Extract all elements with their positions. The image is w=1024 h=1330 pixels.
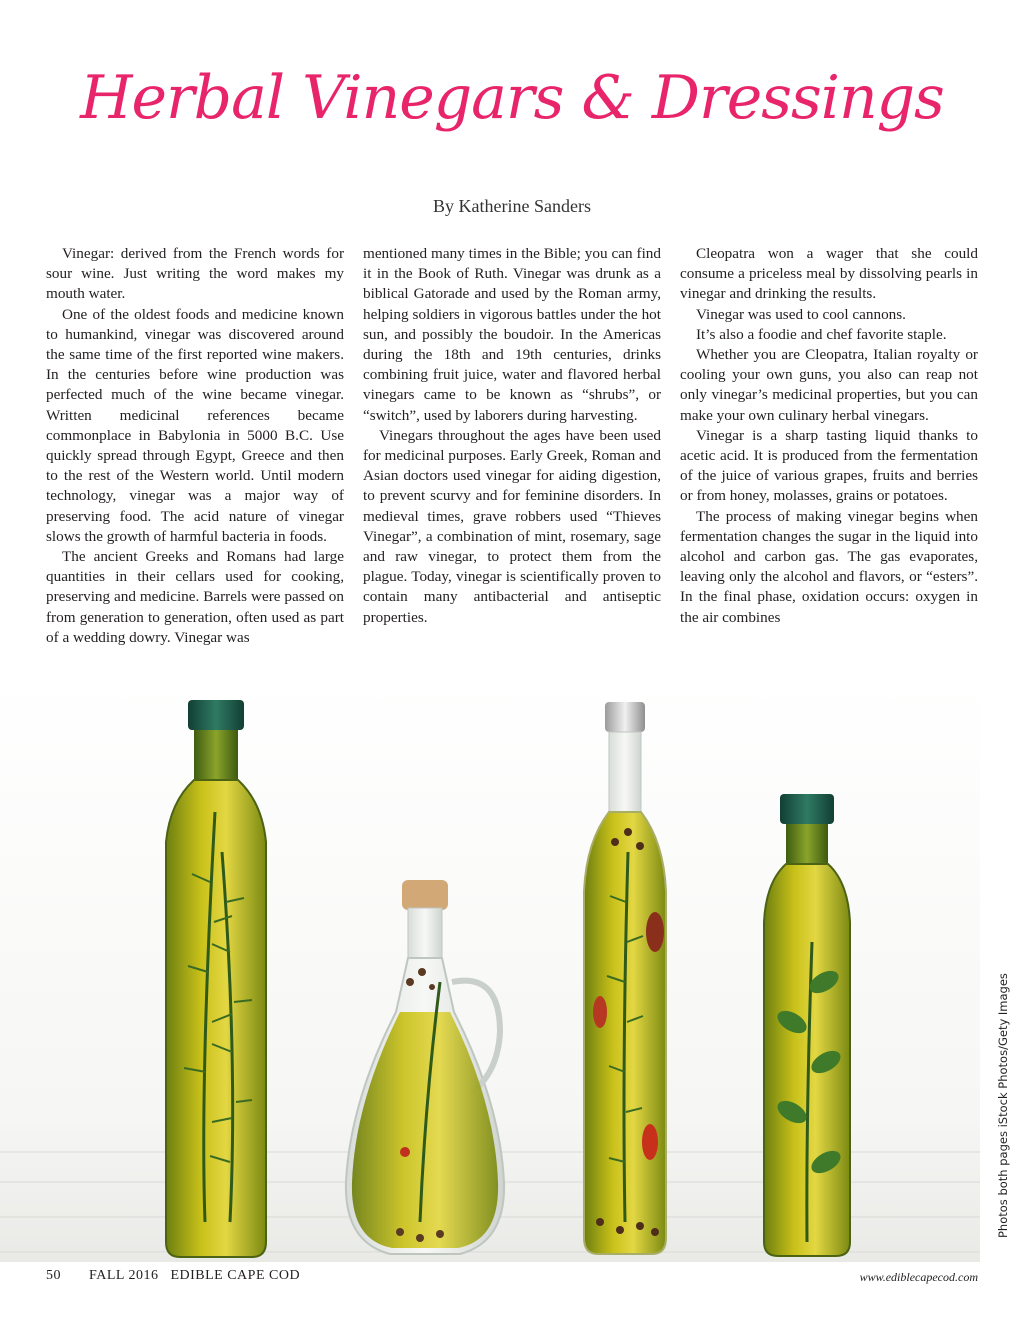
article-title-text: Herbal Vinegars & Dressings (80, 63, 944, 133)
text-column-3 (680, 244, 978, 628)
text-column-1 (46, 244, 344, 648)
website-link[interactable]: www.ediblecapecod.com (859, 1270, 978, 1284)
paragraph: The process of making vinegar begins when fermentation changes the sugar in the liquid into alcohol and carbon gas. The gas evaporates, leaving only the alcohol and flavors, or “esters”. In the final phase, oxidation occurs: oxygen in the air combines (680, 507, 978, 626)
paragraph: mentioned many times in the Bible; you can find it in the Book of Ruth. Vinegar was drunk as a biblical Gatorade and used by the Roman army, helping soldiers in vigorous battles under the hot sun, and possibly the boudoir. In the Americas during the 18th and 19th centuries, drinks combining fruit juice, water and flavored herbal vinegars came to be known as “shrubs”, or “switch”, used by laborers during harvesting. (363, 245, 661, 424)
paragraph: One of the oldest foods and medicine known to humankind, vinegar was discovered around the same time of the first reported wine makers. In the centuries before wine production was perfected much of the wine became vinegar. Written medicinal references became commonplace in Babylonia in 5000 B.C. Use quickly spread through Egypt, Greece and then to the rest of the Western world. Until modern technology, vinegar was a major way of preserving food. The acid nature of vinegar slows the growth of harmful bacteria in foods. (46, 305, 344, 545)
paragraph: Vinegars throughout the ages have been used for medicinal purposes. Early Greek, Roman and Asian doctors used vinegar for aiding digestion, to prevent scurvy and for feminine disorders. In medieval times, grave robbers used “Thieves Vinegar”, a combination of mint, rosemary, sage and raw vinegar, to protect them from the plague. Today, vinegar is scientifically proven to contain many antibacterial and antiseptic properties. (363, 426, 661, 626)
paragraph: Cleopatra won a wager that she could consume a priceless meal by dissolving pearls in vinegar and drinking the results. (680, 245, 978, 303)
byline: By Katherine Sanders (433, 196, 591, 216)
page-footer (46, 1268, 300, 1284)
paragraph: Vinegar: derived from the French words for sour wine. Just writing the word makes my mouth water. (46, 245, 344, 303)
publication-name: EDIBLE CAPE COD (170, 1268, 301, 1283)
paragraph: Vinegar is a sharp tasting liquid thanks to acetic acid. It is produced from the fermentation of the juice of various grapes, fruits and berries or from honey, molasses, grains or potatoes. (680, 426, 978, 505)
text-column-2 (363, 244, 661, 628)
issue-label: FALL 2016 (89, 1268, 159, 1283)
photo-credit: Photos both pages iStock Photos/Gety Images (996, 973, 1010, 1238)
paragraph: Whether you are Cleopatra, Italian royalty or cooling your own guns, you also can reap not only vinegar’s medicinal properties, but you can make your own culinary herbal vinegars. (680, 346, 978, 424)
bottles-illustration (0, 682, 980, 1262)
vinegar-bottles-photo (0, 682, 980, 1262)
paragraph: The ancient Greeks and Romans had large quantities in their cellars used for cooking, preserving and medicine. Barrels were passed on from generation to generation, often used as part of a wedding dowry. Vinegar was (46, 548, 344, 646)
paragraph: It’s also a foodie and chef favorite staple. (696, 325, 947, 343)
paragraph: Vinegar was used to cool cannons. (696, 305, 906, 323)
page-number: 50 (46, 1268, 61, 1283)
article-title (0, 62, 1024, 134)
